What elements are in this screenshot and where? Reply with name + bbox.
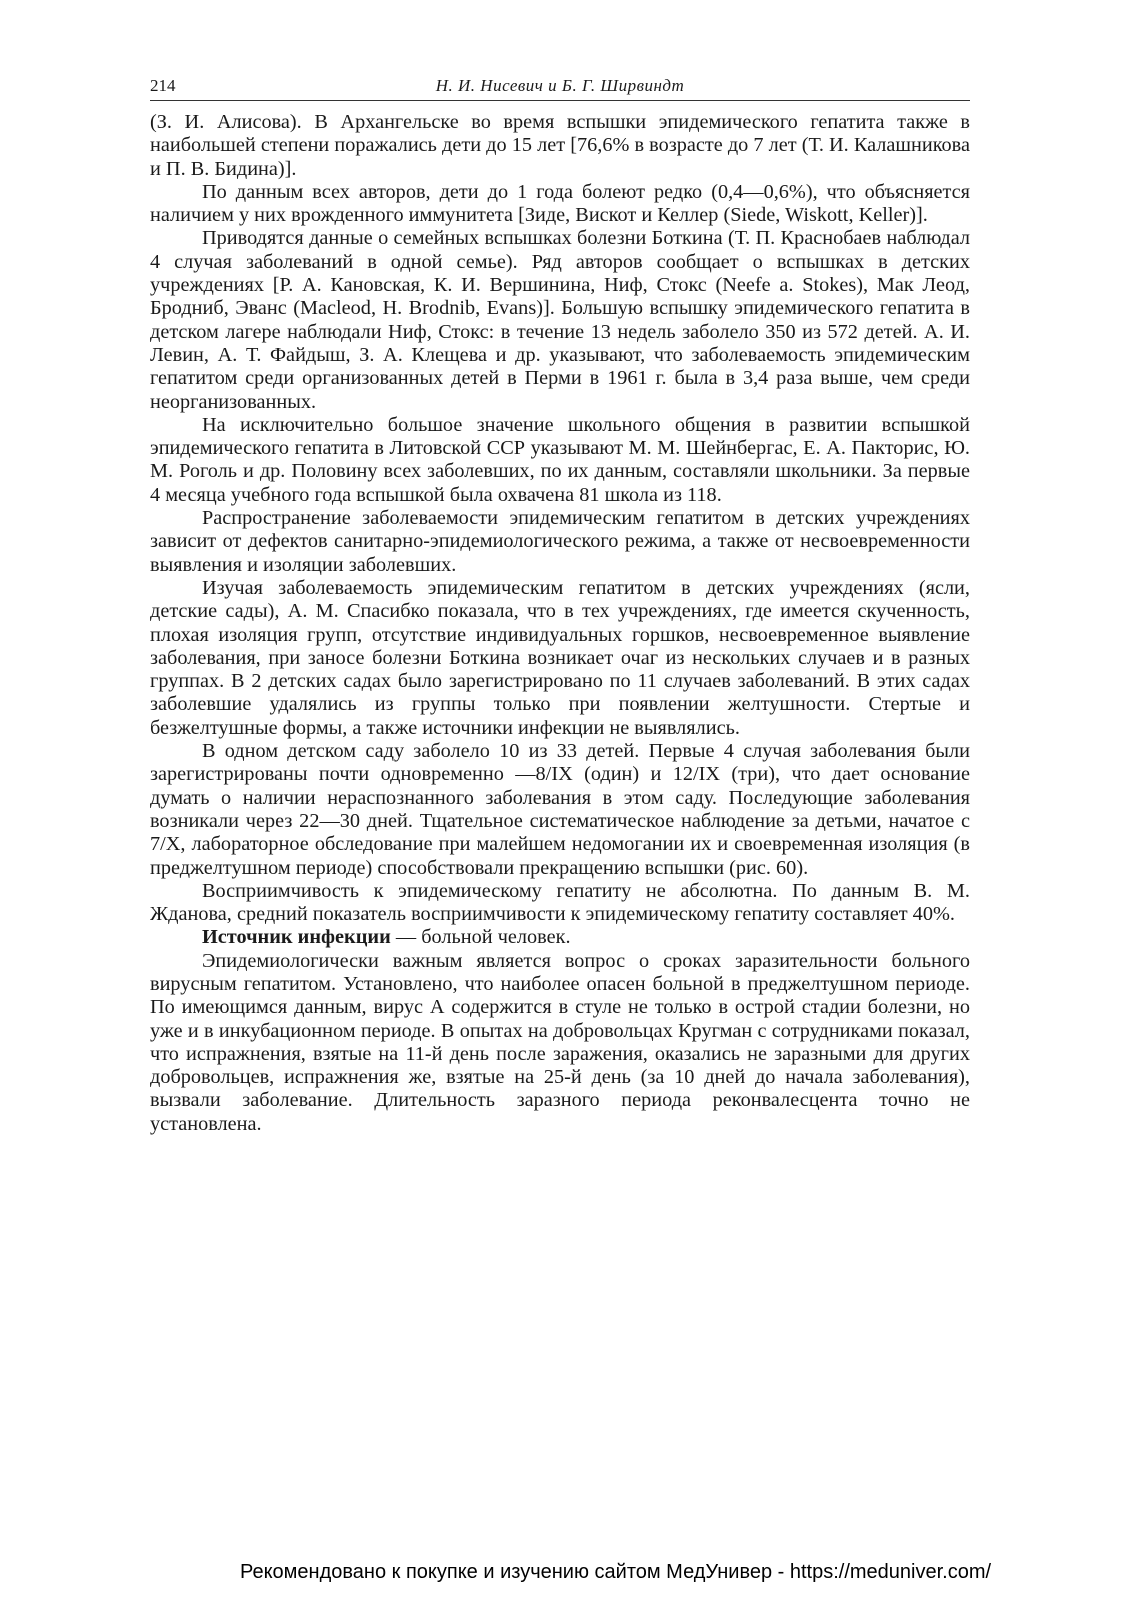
section-heading-rest: — больной человек. bbox=[390, 926, 571, 949]
section-heading: Источник инфекции bbox=[202, 926, 391, 949]
running-title: Н. И. Нисевич и Б. Г. Ширвиндт bbox=[435, 76, 685, 95]
book-page bbox=[150, 76, 970, 1136]
section-heading-paragraph bbox=[150, 926, 970, 949]
paragraph: В одном детском саду заболело 10 из 33 детей. Первые 4 случая заболевания были зарегистрированы почти одновременно —8/IX (один) и 12/IX (три), что дает основание думать о наличии нераспознанного заболевания в этом саду. Последующие заболевания возникали через 22—30 дней. Тщательное систематическое наблюдение за детьми, начатое с 7/X, лабораторное обследование при малейшем недомогании их и своевременная изоляция (в преджелтушном периоде) способствовали прекращению вспышки (рис. 60). bbox=[150, 740, 970, 879]
footer-watermark: Рекомендовано к покупке и изучению сайтом МедУнивер - https://meduniver.com/ bbox=[240, 1561, 992, 1583]
paragraph: По данным всех авторов, дети до 1 года болеют редко (0,4—0,6%), что объясняется наличием у них врожденного иммунитета [Зиде, Вискот и Келлер (Siede, Wiskott, Keller)]. bbox=[150, 180, 970, 227]
paragraph: Восприимчивость к эпидемическому гепатиту не абсолютна. По данным В. М. Жданова, средний показатель восприимчивости к эпидемическому гепатиту составляет 40%. bbox=[150, 879, 970, 926]
paragraph: Приводятся данные о семейных вспышках болезни Боткина (Т. П. Краснобаев наблюдал 4 случая заболеваний в одной семье). Ряд авторов сообщает о вспышках в детских учреждениях [Р. А. Кановская, К. И. Вершинина, Ниф, Стокс (Neefe a. Stokes), Мак Леод, Бродниб, Эванс (Macleod, H. Brodnib, Evans)]. Большую вспышку эпидемического гепатита в детском лагере наблюдали Ниф, Стокс: в течение 13 недель заболело 350 из 572 детей. А. И. Левин, А. Т. Файдыш, З. А. Клещева и др. указывают, что заболеваемость эпидемическим гепатитом среди организованных детей в Перми в 1961 г. была в 3,4 раза выше, чем среди неорганизованных. bbox=[150, 227, 970, 413]
paragraph: Эпидемиологически важным является вопрос о сроках заразительности больного вирусным гепатитом. Установлено, что наиболее опасен больной в преджелтушном периоде. По имеющимся данным, вирус А содержится в стуле не только в острой стадии болезни, но уже и в инкубационном периоде. В опытах на добровольцах Кругман с сотрудниками показал, что испражнения, взятые на 11-й день после заражения, оказались не заразными для других добровольцев, испражнения же, взятые на 25-й день (за 10 дней до начала заболевания), вызвали заболевание. Длительность заразного периода реконвалесцента точно не установлена. bbox=[150, 949, 970, 1135]
paragraph: (З. И. Алисова). В Архангельске во время вспышки эпидемического гепатита также в наибольшей степени поражались дети до 15 лет [76,6% в возрасте до 7 лет (Т. И. Калашникова и П. В. Бидина)]. bbox=[150, 111, 970, 180]
paragraph: На исключительно большое значение школьного общения в развитии вспышкой эпидемического гепатита в Литовской ССР указывают М. М. Шейнбергас, Е. А. Пакторис, Ю. М. Роголь и др. Половину всех заболевших, по их данным, составляли школьники. За первые 4 месяца учебного года вспышкой была охвачена 81 школа из 118. bbox=[150, 413, 970, 506]
page-number: 214 bbox=[150, 76, 176, 95]
paragraph: Изучая заболеваемость эпидемическим гепатитом в детских учреждениях (ясли, детские сады), А. М. Спасибко показала, что в тех учреждениях, где имеется скученность, плохая изоляция групп, отсутствие индивидуальных горшков, несвоевременное выявление заболевания, при заносе болезни Боткина возникает очаг из нескольких случаев и в разных группах. В 2 детских садах было зарегистрировано по 11 случаев заболеваний. В этих садах заболевшие удалялись из группы только при появлении желтушности. Стертые и безжелтушные формы, а также источники инфекции не выявлялись. bbox=[150, 576, 970, 739]
body-text bbox=[150, 111, 970, 1136]
paragraph: Распространение заболеваемости эпидемическим гепатитом в детских учреждениях зависит от дефектов санитарно-эпидемиологического режима, а также от несвоевременности выявления и изоляции заболевших. bbox=[150, 507, 970, 576]
page-header bbox=[150, 76, 970, 101]
